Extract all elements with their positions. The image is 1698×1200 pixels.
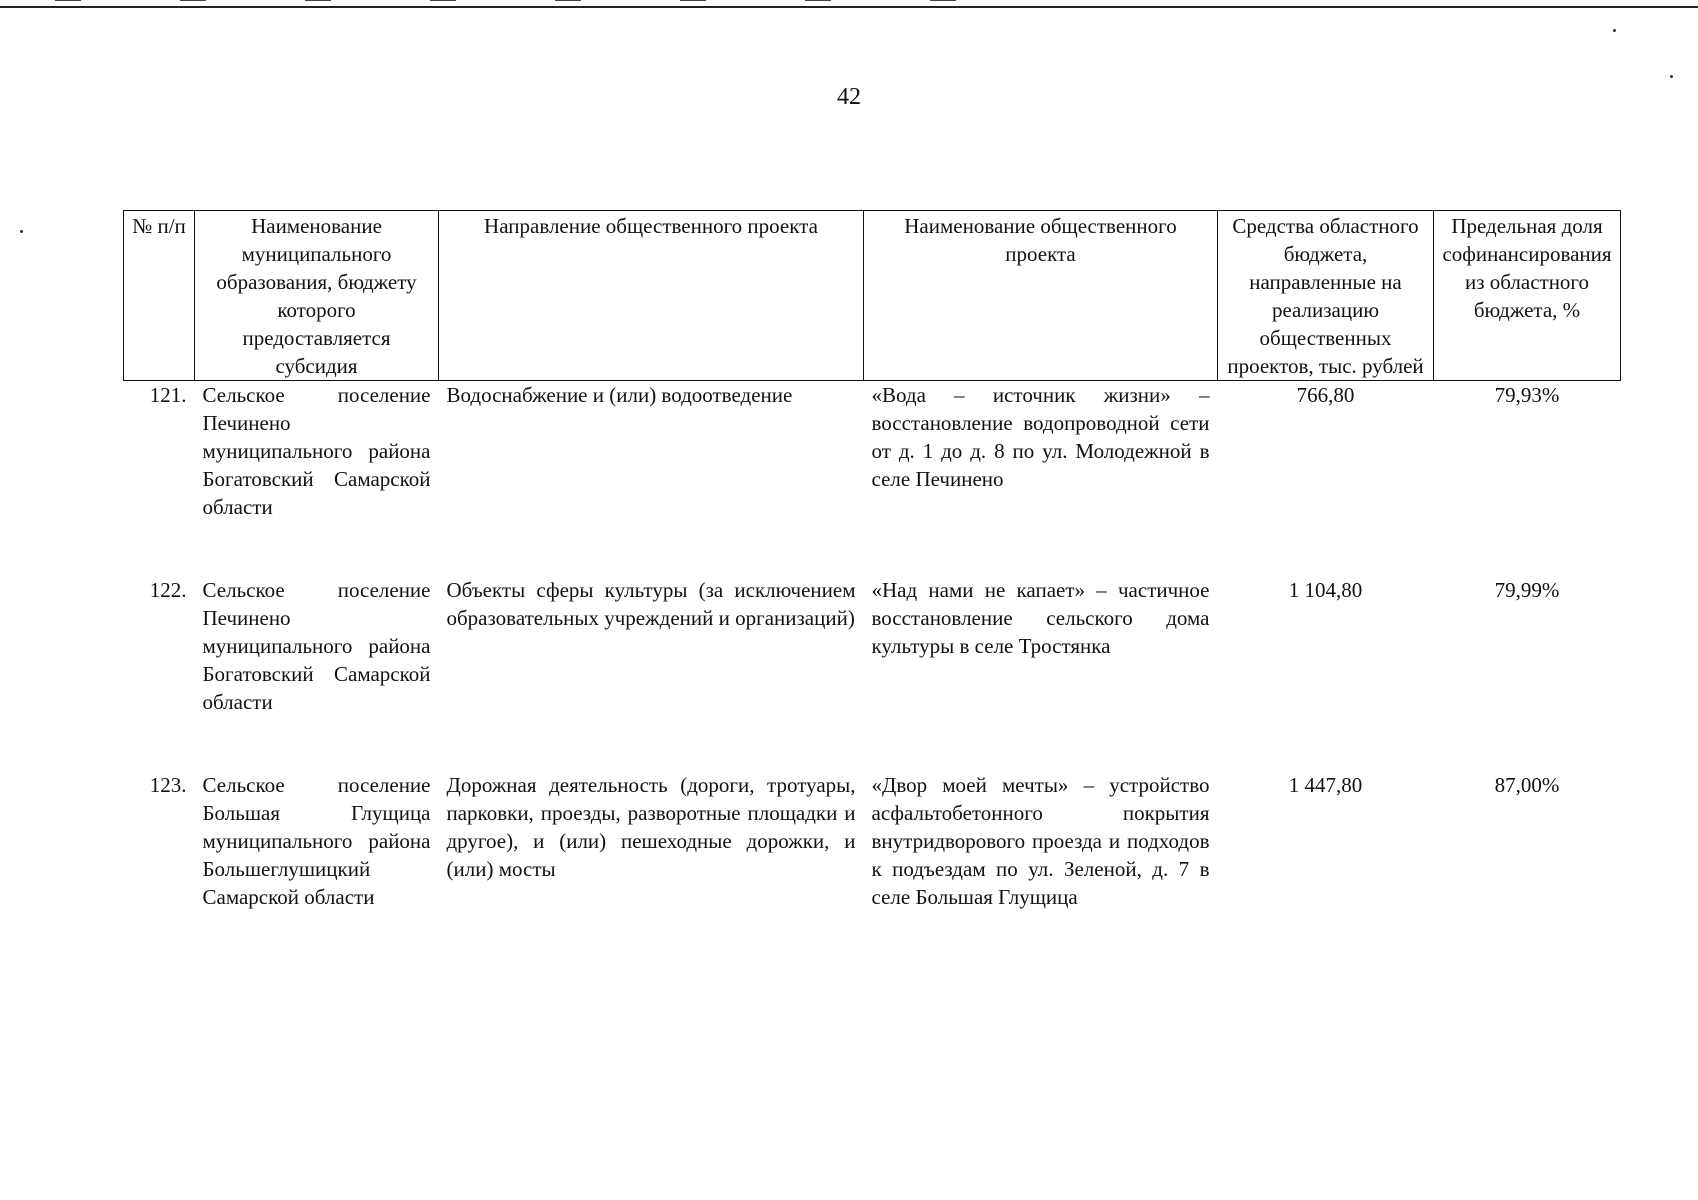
row-share: 79,99% [1494,578,1560,602]
scan-mark [305,0,331,1]
row-number: 123. [149,773,187,797]
row-direction: Дорожная деятельность (дороги, тротуары, парковки, проезды, разворотные площадки и другое), и (или) пешеходные дорожки, и (или) мосты [446,773,856,881]
table-header-row [124,211,1621,381]
header-funds: Средства областного бюджета, направленные на реализацию общественных проектов, тыс. рублей [1218,211,1434,381]
scan-mark [55,0,81,1]
header-direction: Направление общественного проекта [439,211,864,381]
row-funds: 1 104,80 [1288,578,1363,602]
subsidy-table [123,210,1621,966]
row-municipality: Сельское поселение Печинено муниципального района Богатовский Самарской области [202,578,431,714]
row-direction: Водоснабжение и (или) водоотведение [446,383,793,407]
scan-speck [1613,29,1616,32]
scan-mark [180,0,206,1]
row-direction: Объекты сферы культуры (за исключением образовательных учреждений и организаций) [446,578,856,630]
scan-speck [20,230,23,233]
row-number: 122. [149,578,187,602]
header-share: Предельная доля софинансирования из областного бюджета, % [1434,211,1621,381]
table-row [124,576,1621,771]
row-project-name: «Над нами не капает» – частичное восстановление сельского дома культуры в селе Тростянка [871,578,1210,658]
scan-speck [1670,75,1673,78]
row-share: 87,00% [1494,773,1560,797]
scan-mark [555,0,581,1]
row-share: 79,93% [1494,383,1560,407]
header-project-name: Наименование общественного проекта [864,211,1218,381]
row-project-name: «Двор моей мечты» – устройство асфальтобетонного покрытия внутридворового проезда и подходов к подъездам по ул. Зеленой, д. 7 в селе Большая Глущица [871,773,1210,909]
row-number: 121. [149,383,187,407]
page-number: 42 [837,84,861,110]
header-municipality: Наименование муниципального образования, бюджету которого предоставляется субсидия [195,211,439,381]
row-funds: 766,80 [1296,383,1355,407]
scan-mark [805,0,831,1]
scan-mark [680,0,706,1]
row-municipality: Сельское поселение Печинено муниципального района Богатовский Самарской области [202,383,431,519]
top-border-line [0,6,1698,8]
row-project-name: «Вода – источник жизни» – восстановление водопроводной сети от д. 1 до д. 8 по ул. Молодежной в селе Печинено [871,383,1210,491]
row-municipality: Сельское поселение Большая Глущица муниципального района Большеглушицкий Самарской области [202,773,431,909]
table-row [124,771,1621,966]
scan-mark [930,0,956,1]
row-funds: 1 447,80 [1288,773,1363,797]
table-row [124,381,1621,577]
scan-mark [430,0,456,1]
header-number: № п/п [124,211,195,381]
